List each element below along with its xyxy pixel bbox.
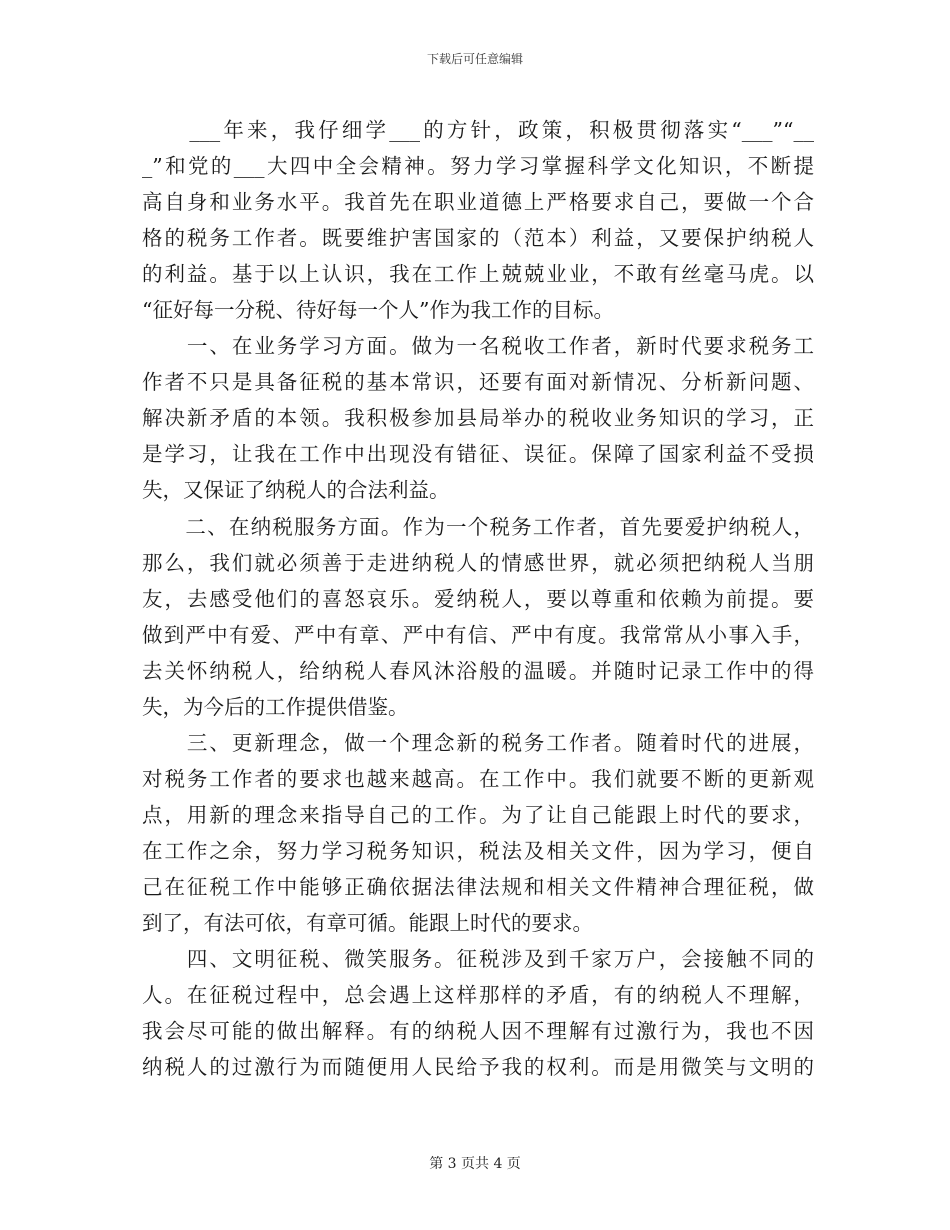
text-line: 是学习，让我在工作中出现没有错征、误征。保障了国家利益不受损 xyxy=(142,442,814,467)
text-line: 己在征税工作中能够正确依据法律法规和相关文件精神合理征税，做 xyxy=(142,874,814,899)
text-line: 的利益。基于以上认识，我在工作上兢兢业业，不敢有丝毫马虎。以 xyxy=(142,262,814,287)
text-line: 二、在纳税服务方面。作为一个税务工作者，首先要爱护纳税人， xyxy=(142,514,814,539)
body-text xyxy=(142,112,814,1085)
text-line: 对税务工作者的要求也越来越高。在工作中。我们就要不断的更新观 xyxy=(142,766,814,791)
text-line: 作者不只是具备征税的基本常识，还要有面对新情况、分析新问题、 xyxy=(142,370,814,395)
text-line: _”和党的___大四中全会精神。努力学习掌握科学文化知识，不断提 xyxy=(142,154,814,179)
text-line: “征好每一分税、待好每一个人”作为我工作的目标。 xyxy=(142,298,614,323)
text-line: 到了，有法可依，有章可循。能跟上时代的要求。 xyxy=(142,911,593,936)
text-line: 那么，我们就必须善于走进纳税人的情感世界，就必须把纳税人当朋 xyxy=(142,550,814,575)
text-line: 做到严中有爱、严中有章、严中有信、严中有度。我常常从小事入手， xyxy=(142,622,814,647)
text-line: 高自身和业务水平。我首先在职业道德上严格要求自己，要做一个合 xyxy=(142,190,814,215)
text-line: 纳税人的过激行为而随便用人民给予我的权利。而是用微笑与文明的 xyxy=(142,1055,814,1080)
text-line: 友，去感受他们的喜怒哀乐。爱纳税人，要以尊重和依赖为前提。要 xyxy=(142,586,814,611)
text-line: 解决新矛盾的本领。我积极参加县局举办的税收业务知识的学习，正 xyxy=(142,406,814,431)
text-line: 一、在业务学习方面。做为一名税收工作者，新时代要求税务工 xyxy=(142,334,814,359)
page-header: 下载后可任意编辑 xyxy=(426,52,523,66)
text-line: 点，用新的理念来指导自己的工作。为了让自己能跟上时代的要求， xyxy=(142,802,814,827)
text-line: 去关怀纳税人，给纳税人春风沐浴般的温暖。并随时记录工作中的得 xyxy=(142,658,814,683)
text-line: 我会尽可能的做出解释。有的纳税人因不理解有过激行为，我也不因 xyxy=(142,1019,814,1044)
text-line: 失，又保证了纳税人的合法利益。 xyxy=(142,478,450,503)
text-line: 格的税务工作者。既要维护害国家的（范本）利益，又要保护纳税人 xyxy=(142,226,814,251)
text-line: 在工作之余，努力学习税务知识，税法及相关文件，因为学习，便自 xyxy=(142,838,814,863)
text-line: 人。在征税过程中，总会遇上这样那样的矛盾，有的纳税人不理解， xyxy=(142,983,814,1008)
text-line: 失，为今后的工作提供借鉴。 xyxy=(142,694,409,719)
text-line: 四、文明征税、微笑服务。征税涉及到千家万户，会接触不同的 xyxy=(142,947,814,972)
text-line: ___年来，我仔细学___的方针，政策，积极贯彻落实“___”“__ xyxy=(142,118,814,142)
text-line: 三、更新理念，做一个理念新的税务工作者。随着时代的进展， xyxy=(142,730,814,755)
page-footer: 第 3 页共 4 页 xyxy=(429,1156,521,1172)
